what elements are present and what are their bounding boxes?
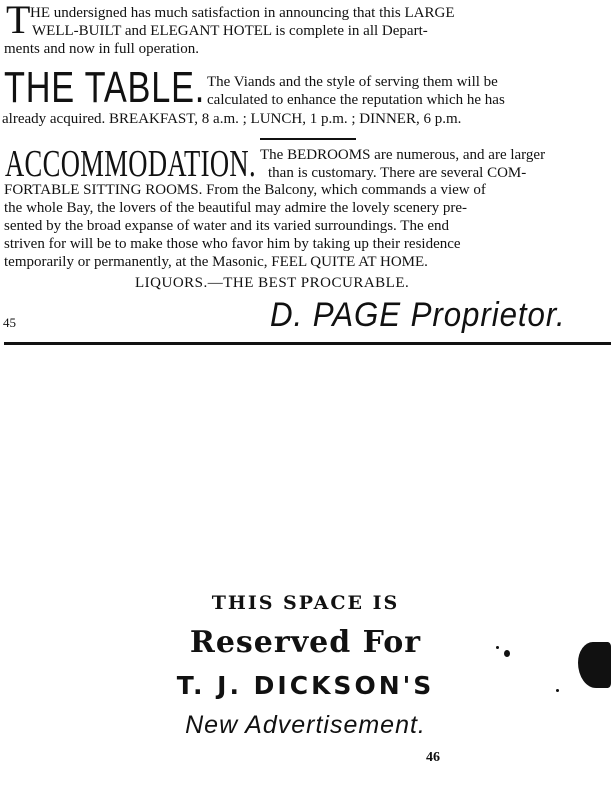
intro-line-2: WELL-BUILT and ELEGANT HOTEL is complete in all Depart-: [32, 23, 428, 39]
reserved-for-heading: Reserved For: [189, 625, 422, 660]
table-line-2: calculated to enhance the reputation which he has: [207, 92, 505, 108]
section-divider: [260, 138, 356, 140]
table-heading: THE TABLE.: [4, 63, 206, 112]
page-divider: [4, 342, 611, 345]
accommodation-line-3: FORTABLE SITTING ROOMS. From the Balcony, which commands a view of: [4, 182, 486, 198]
page-number-left: 45: [3, 315, 16, 330]
advertiser-name: T. J. DICKSON'S: [176, 671, 435, 700]
space-title: THIS SPACE IS: [211, 592, 400, 614]
accommodation-line-1: The BEDROOMS are numerous, and are larger: [260, 147, 546, 163]
proprietor-signature: D. PAGE Proprietor.: [270, 296, 566, 334]
page-number-right: 46: [426, 750, 440, 765]
liquors-line: LIQUORS.—THE BEST PROCURABLE.: [135, 275, 410, 291]
accommodation-line-2: than is customary. There are several COM-: [268, 165, 527, 181]
drop-cap: T: [6, 0, 31, 42]
accommodation-line-7: temporarily or permanently, at the Masonic, FEEL QUITE AT HOME.: [4, 254, 428, 270]
accommodation-line-6: striven for will be to make those who favor him by taking up their residence: [4, 236, 461, 252]
accommodation-line-4: the whole Bay, the lovers of the beautiful may admire the lovely scenery pre-: [4, 200, 468, 216]
accommodation-heading: ACCOMMODATION.: [5, 143, 256, 185]
table-line-3: already acquired. BREAKFAST, 8 a.m. ; LUNCH, 1 p.m. ; DINNER, 6 p.m.: [2, 111, 462, 127]
accommodation-line-5: sented by the broad expanse of water and its varied surroundings. The end: [4, 218, 450, 234]
table-line-1: The Viands and the style of serving them will be: [207, 74, 498, 90]
intro-line-1: HE undersigned has much satisfaction in announcing that this LARGE: [30, 5, 455, 21]
intro-line-3: ments and now in full operation.: [4, 41, 199, 57]
new-advertisement-text: New Advertisement.: [185, 711, 426, 739]
